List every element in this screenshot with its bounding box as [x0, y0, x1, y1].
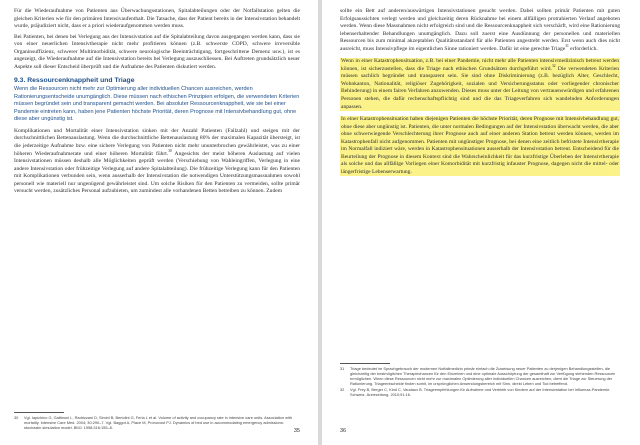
- footnote-ref-31: 31: [565, 43, 569, 48]
- footnote-32: [340, 387, 620, 397]
- footnote-number: 31: [340, 366, 345, 371]
- left-paragraph-exclusion: Bei Patienten, bei denen bei Verlegung aus der Intensivstation auf die Spitalabteilung davon ausgegangen werden kann, dass sie von einer neuerlichen Intensivtherapie nicht mehr profitieren können (z.B. schwerste COPD, schwere irreversible Organinsuffizienz, schwerer Multimorbidität, schwere neurologische Beeinträchtigung, fortgeschrittene Demenz usw.), ist es angezeigt, die Wiederaufnahme auf die Intensivstation bereits bei Verlegung auszuschliessen. Bei Auftreten grundsätzlich neuer Aspekte soll dieser Entscheid überprüft und die Aufnahme des Patienten diskutiert werden.: [14, 33, 300, 70]
- footnote-number: 30: [14, 415, 19, 420]
- highlighted-paragraph-priority: In einer Katastrophensituation haben diejenigen Patienten die höchste Priorität, deren Prognose mit Intensivbehandlung gut, ohne diese aber ungünstig ist. Patienten, die unter normalen Bedingungen auf der Intensivstation überwacht werden, die aber ohne schwerwiegende Verschlechterung ihrer Prognose auch auf einer anderen Station betreut werden können, werden im Katastrophenfall nicht aufgenommen. Patienten mit ungünstiger Prognose, bei denen eine zeitlich befristete Intensivtherapie im Normalfall indiziert wäre, werden in Katastrophensituationen ausserhalb der Intensivstation betreut. Entscheidend für die Beurteilung der Prognose in diesem Kontext sind die Wahrscheinlichkeit für das kurzfristige Überleben der Intensivtherapie als solche und das allfällige Vorliegen einer Komorbidität mit kurzfristig infauster Prognose, dagegen nicht die mittel- oder längerfristige Lebenserwartung.: [341, 116, 619, 175]
- right-footnotes: [340, 366, 620, 398]
- catastrophe-text-cont: Die verwendeten Kriterien müssen sachlich begründet und transparent sein. Sie sind ohne Diskriminierung (z.B. bezüglich Alter, Geschlecht, Wohnkanton, Nationalität, religiöser Zugehörigkeit, sozialen und Versicherungsstatus oder vorliegender chronischer Behinderung) in einem fairen Verfahren anzuwenden. Dieses muss unter der Leitung von vertrauenswürdigen und erfahrenen Personen stehen, die dafür rechenschaftspflichtig sind und die das Triageverfahren sich wandelnden Anforderungen anpassen.: [341, 65, 619, 110]
- left-paragraph-complications: [14, 128, 300, 196]
- left-page: [0, 0, 318, 445]
- footnote-rule: [14, 412, 64, 413]
- left-footnotes: [14, 415, 300, 431]
- page-number-right: 36: [340, 428, 347, 434]
- highlighted-paragraph-catastrophe: [340, 58, 620, 111]
- complications-text-cont: Angesichts der meist höheren Auslastung auf vielen Intensivstationen müssen deshalb alle Möglichkeiten geprüft werden (Verschiebung von Wahleingriffen, Verlegung in eine andere Intensivstation oder frühzeitige Verlegung auf andere Spitalabteilung). Die frühzeitige Verlegung kann für den Patienten mit Komplikationen verbunden sein, wenn ausserhalb der Intensivstation die notwendigen Unterstützungsmassnahmen sowohl personell wie materiell nur ungenügend gewährleistet sind. Um solche Risiken für den Patienten zu vermeiden, sollte primär versucht werden, zusätzliches Personal aufzubieten, um zumindest alle vorhandenen Betten betreiben zu können. Zudem: [14, 150, 300, 195]
- right-page: [322, 0, 640, 445]
- right-paragraph-beds: [340, 8, 620, 53]
- section-lead: Wenn die Ressourcen nicht mehr zur Optimierung aller individuellen Chancen ausreichen, werden Rationierungsentscheide unumgänglich. Diese müssen nach ethischen Prinzipien erfolgen, die verwendeten Kriterien müssen begründet sein und transparent gemacht werden. Bei absoluter Ressourcenknappheit, wie sie bei einer Pandemie eintreten kann, haben jene Patienten höchste Priorität, deren Prognose mit Intensivbehandlung gut, ohne diese aber ungünstig ist.: [14, 86, 300, 123]
- footnote-ref-30: 30: [168, 148, 172, 153]
- beds-text: sollte ein Bett auf anderen/auswärtigen Intensivstationen gesucht werden. Dabei sollten primär Patienten mit guten Erfolgsaussichten verlegt werden und gleichzeitig deren Rücknahme bei einem allfälligen protrahierten Verlauf angeboten werden. Wenn diese Massnahmen nicht erfolgreich sind und die Ressourcenknappheit sich verschärft, wird eine Rationierung lebenserhaltender Behandlungen unumgänglich. Dazu soll zuerst eine Ausdünnung der personellen und materiellen Ressourcen bis zum minimal akzeptablen Qualitätsstandard für alle Patienten angestrebt werden. Erst wenn auch dies nicht ausreicht, muss Intensivpflege im eigentlichen Sinne rationiert werden. Dafür ist eine gerechte Triage: [340, 8, 620, 52]
- beds-text-end: erforderlich.: [568, 45, 598, 52]
- footnote-text: Vgl. Frey B, Berger C, Kind C, Vaudaux B. Triageempfehlungen für Aufnahme und Verbleib von Kindern auf der Intensivstation bei Influenza-Pandemie. Schweiz. Ärztezeitung. 2010;91:16.: [350, 387, 611, 397]
- footnote-number: 32: [340, 387, 345, 392]
- left-paragraph-readmission: Für die Wiederaufnahme von Patienten aus Überwachungsstationen, Spitalabteilungen oder der Notfallstation gelten die gleichen Kriterien wie für den primären Intensivaufenthalt. Die Tatsache, dass der Patient bereits in der Intensivstation behandelt wurde, präjudiziert nicht, dass er a priori wiederaufgenommen werden muss.: [14, 8, 301, 30]
- footnote-text: Triage bedeutet im Sprachgebrauch der modernen Notfallmedizin primär einfach die Zuweisung neuer Patienten zu derjenigen Behandlungsstellen, die gleichzeitig der bestmöglichen Therapiechancen für den Einzelnen und eine optimale Ausschöpfung der gesamthaft zur Verfügung stehenden Ressourcen ermöglichen. Wenn diese Ressourcen nicht mehr zur maximalen Optimierung aller individuellen Chancen ausreichen, dient die Triage zur Steuerung der Rationierung. Triageentscheide finden somit, im ursprünglichen Anwendungsbereich mit Sinn, direkt Leben und Tod betreffend.: [350, 366, 616, 386]
- footnote-ref-32: 32: [551, 63, 556, 68]
- section-heading: 9.3. Ressourcenknappheit und Triage: [14, 77, 135, 85]
- complications-text: Komplikationen und Mortalität einer Intensivstation sinken mit der Anzahl Patienten (Fallzahl) und steigen mit der durchschnittlichen Bettenauslastung. Wenn die durchschnittliche Bettenauslastung 80% der maximalen Kapazität übersteigt, ist die jederzeitige Aufnahme bzw. eine sichere Verlegung von Patienten nicht mehr ununterbrochen gewährleistet, was zu einer höheren Wiederaufnahmerate und einer höheren Mortalität führt.: [14, 127, 300, 157]
- page-number-left: 35: [293, 428, 300, 434]
- catastrophe-text: Wenn in einer Katastrophensituation, z.B. bei einer Pandemie, nicht mehr alle Patienten intensivmedizinisch betreut werden können, ist sicherzustellen, dass die Triage nach ethischen Grundsätzen durchgeführt wird.: [341, 58, 619, 72]
- footnote-text: Vgl. Iapichino G, Gattinoni L, Radrizzani D, Simini B, Bertolini G, Ferla L et al. Volume of activity and occupancy rate in intensive care units. Association with mortality. Intensive Care Med. 2004; 30:290–7. Vgl. Baggot A, Place M, Pronovost PJ. Dynamics of bed use in accommodating emergency admissions: stochastic simulation model. BMJ. 1998;316:155–8.: [24, 415, 293, 430]
- footnote-rule: [340, 363, 390, 364]
- footnote-31: [340, 366, 620, 386]
- footnote-30: [14, 415, 300, 430]
